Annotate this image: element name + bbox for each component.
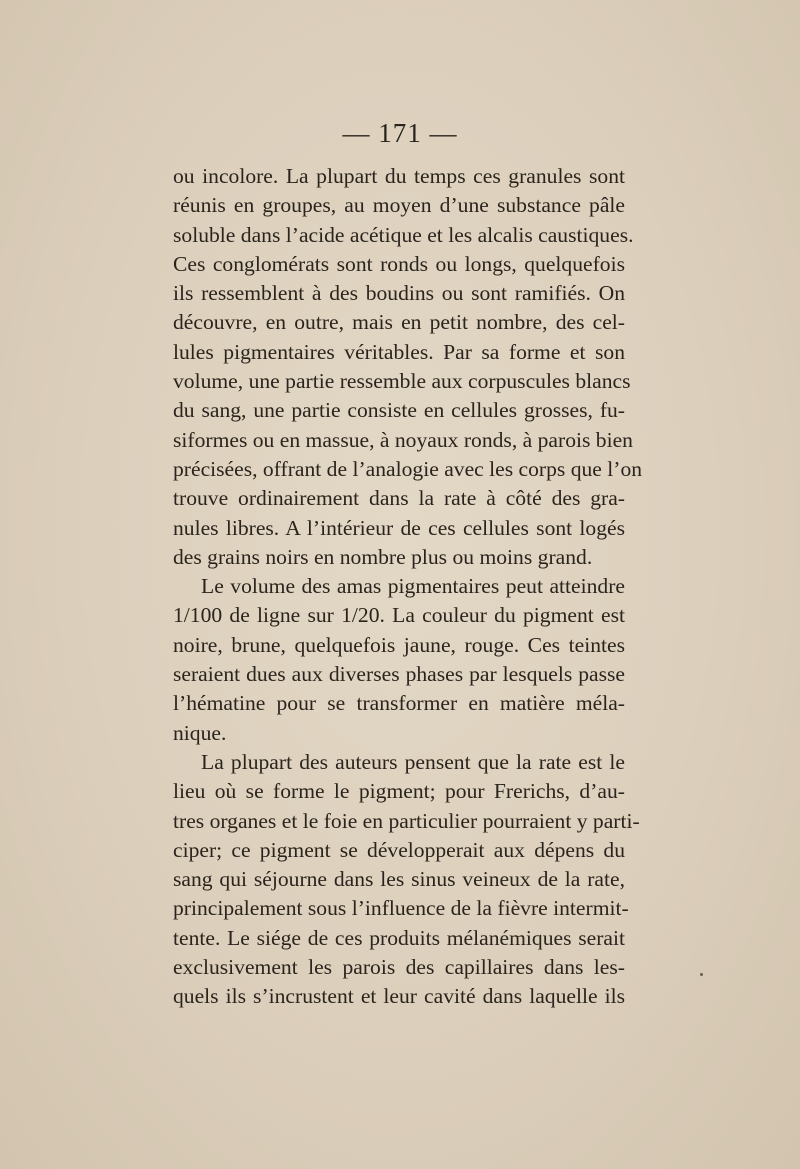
- text-line: trouve ordinairement dans la rate à côté des gra-: [173, 486, 625, 511]
- text-line: lules pigmentaires véritables. Par sa forme et son: [173, 339, 625, 364]
- text-line: volume, une partie ressemble aux corpuscules blancs: [173, 369, 631, 394]
- text-line: du sang, une partie consiste en cellules grosses, fu-: [173, 398, 625, 423]
- text-line: exclusivement les parois des capillaires dans les-: [173, 955, 625, 980]
- body-text: [173, 162, 643, 1012]
- text-line: ou incolore. La plupart du temps ces granules sont: [173, 164, 625, 188]
- text-line: tres organes et le foie en particulier pourraient y parti-: [173, 808, 640, 833]
- text-line: l’hématine pour se transformer en matière méla-: [173, 691, 625, 716]
- text-line: précisées, offrant de l’analogie avec les corps que l’on: [173, 456, 643, 481]
- text-line: noire, brune, quelquefois jaune, rouge. Ces teintes: [173, 632, 625, 657]
- text-line: soluble dans l’acide acétique et les alcalis caustiques.: [173, 222, 634, 247]
- text-line: 1/100 de ligne sur 1/20. La couleur du pigment est: [173, 603, 625, 628]
- text-line: principalement sous l’influence de la fièvre intermit-: [173, 896, 629, 921]
- text-line: tente. Le siége de ces produits mélanémiques serait: [173, 925, 625, 950]
- text-line: des grains noirs en nombre plus ou moins grand.: [173, 544, 593, 569]
- text-line: La plupart des auteurs pensent que la rate est le: [201, 749, 625, 774]
- text-line: siformes ou en massue, à noyaux ronds, à parois bien: [173, 427, 633, 452]
- text-line: ils ressemblent à des boudins ou sont ramifiés. On: [173, 281, 625, 306]
- text-line: Ces conglomérats sont ronds ou longs, quelquefois: [173, 251, 625, 276]
- text-line: seraient dues aux diverses phases par lesquels passe: [173, 662, 625, 687]
- text-line: découvre, en outre, mais en petit nombre, des cel-: [173, 310, 625, 335]
- text-line: nique.: [173, 720, 227, 745]
- paper-speck: [700, 973, 703, 976]
- text-line: lieu où se forme le pigment; pour Frerichs, d’au-: [173, 779, 625, 804]
- text-line: nules libres. A l’intérieur de ces cellules sont logés: [173, 515, 625, 540]
- text-line: ciper; ce pigment se développerait aux dépens du: [173, 837, 625, 862]
- text-line: Le volume des amas pigmentaires peut atteindre: [201, 574, 625, 599]
- text-line: sang qui séjourne dans les sinus veineux de la rate,: [173, 867, 625, 892]
- text-line: quels ils s’incrustent et leur cavité dans laquelle ils: [173, 984, 625, 1009]
- page-number: — 171 —: [342, 118, 458, 148]
- text-line: réunis en groupes, au moyen d’une substance pâle: [173, 193, 625, 218]
